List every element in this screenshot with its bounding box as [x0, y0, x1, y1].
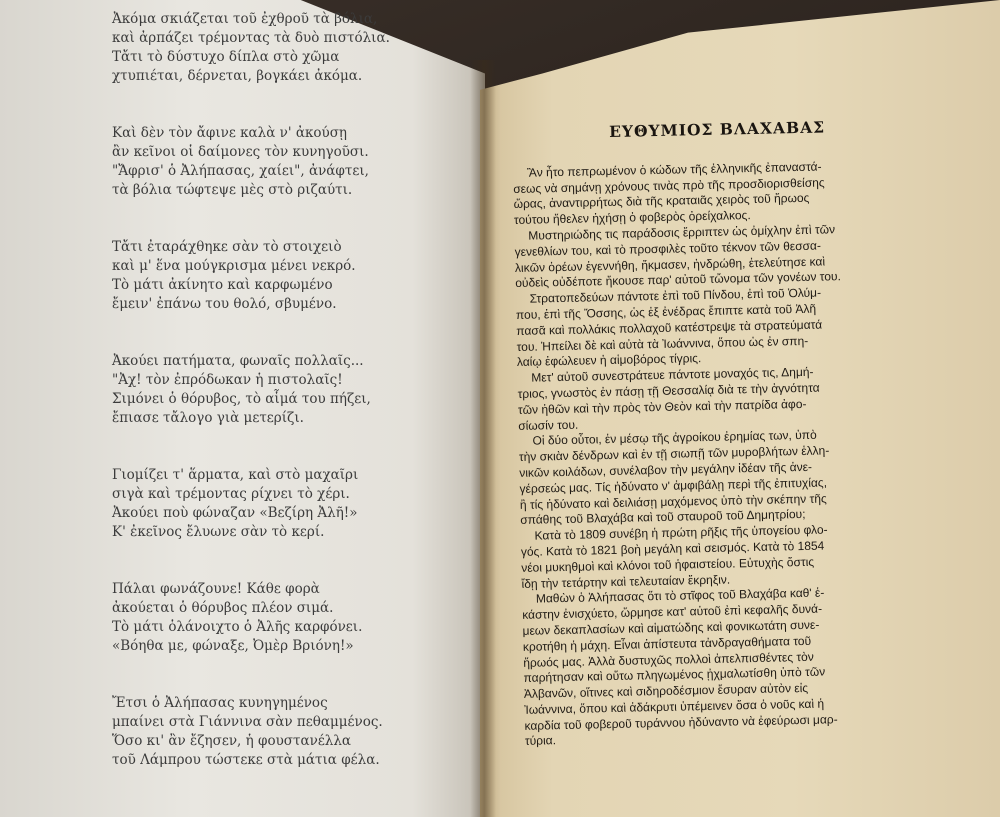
poem-verse: Πάλαι φωνάζουνε! Κάθε φορὰ: [112, 581, 320, 597]
poem-verse: σιγὰ καὶ τρέμοντας ρίχνει τὸ χέρι.: [112, 486, 350, 502]
prose-line: ἥρωός μας. Ἀλλὰ δυστυχῶς πολλοὶ ἀπελπισθέντες τὸν: [523, 649, 814, 670]
poem-verse: Κ' ἐκεῖνος ἔλυωνε σὰν τὸ κερί.: [112, 524, 325, 540]
poem-verse: Ἔτσι ὁ Ἀλήπασας κυνηγημένος: [112, 695, 328, 711]
poem-verse: Γιομίζει τ' ἅρματα, καὶ στὸ μαχαῖρι: [112, 467, 359, 483]
poem-verse: Ἀκούει ποὺ φώναζαν «Βεζίρη Ἀλῆ!»: [112, 505, 358, 521]
poem-verse: "Ἀχ! τὸν ἐπρόδωκαν ἡ πιστολαῖς!: [112, 372, 343, 388]
poem-verse: Καὶ δὲν τὸν ἄφινε καλὰ ν' ἀκούσῃ: [112, 125, 348, 141]
prose-line: ὥρας, ἀναντιρρήτως διὰ τῆς κραταιᾶς χειρὸς τοῦ ἥρωος: [513, 191, 810, 212]
poem-verse: Ὅσο κι' ἂν ἔζησεν, ἡ φουστανέλλα: [112, 733, 352, 749]
poem-verse: ἀκούεται ὁ θόρυβος πλέον σιμά.: [112, 600, 334, 616]
prose-line: τῶν ἠθῶν καὶ τὴν πρὸς τὸν Θεὸν καὶ τὴν πατρίδα ἀφο-: [517, 396, 807, 417]
prose-body: [513, 157, 935, 750]
poem-verse: Τὸ μάτι ὁλάνοιχτο ὁ Ἀλῆς καρφόνει.: [112, 619, 363, 635]
prose-line: τριος, γνωστὸς ἐν πάσῃ τῇ Θεσσαλίᾳ διὰ τε τὴν ἁγνότητα: [517, 380, 820, 401]
poem-stanza: [112, 352, 412, 428]
poem-verse: καὶ ἀρπάζει τρέμοντας τὰ δυὸ πιστόλια.: [112, 30, 390, 46]
poem-text: [112, 10, 412, 808]
poem-stanza: [112, 466, 412, 542]
poem-verse: τὰ βόλια τώφτεψε μὲς στὸ ριζαύτι.: [112, 182, 353, 198]
poem-verse: ἂν κεῖνοι οἱ δαίμονες τὸν κυνηγοῦσι.: [112, 144, 369, 160]
poem-verse: «Βόηθα με, φώναξε, Ὀμὲρ Βριόνη!»: [112, 638, 354, 654]
prose-line: σπάθης τοῦ Βλαχάβα καὶ τοῦ σταυροῦ τοῦ Δημητρίου;: [520, 507, 806, 528]
poem-verse: Τἄτι τὸ δύστυχο δίπλα στὸ χῶμα: [112, 49, 340, 65]
prose-line: καρδία τοῦ φοβεροῦ τυράννου ἠδύναντο νὰ ἐφεύρωσι μαρ-: [524, 711, 838, 733]
prose-line: Ἀλβανῶν, οἵτινες καὶ σιδηροδέσμιον ἔσυραν αὐτὸν εἰς: [523, 681, 809, 701]
poem-verse: τοῦ Λάμπρου τώστεκε στὰ μάτια φέλα.: [112, 752, 380, 768]
prose-line: σίωσίν του.: [518, 417, 579, 433]
prose-line: οὐδεὶς οὐδέποτε ἤκουσε παρ' αὐτοῦ τὤνομα τῶν γονέων του.: [515, 269, 841, 291]
prose-line: τούτου ἤθελεν ἠχήσῃ ὁ φοβερὸς ὀρείχαλκος.: [513, 208, 751, 228]
poem-stanza: [112, 694, 412, 770]
prose-line: Μυστηριώδης τις παράδοσις ἔρριπτεν ὡς ὀμίχλην ἐπὶ τῶν: [528, 222, 836, 243]
prose-line: τύρια.: [524, 733, 557, 749]
poem-verse: Ἀκούει πατήματα, φωναῖς πολλαῖς...: [112, 353, 364, 369]
poem-verse: Τὸ μάτι ἀκίνητο καὶ καρφωμένο: [112, 277, 333, 293]
prose-line: μεων δεκαπλασίων καὶ αἱματώδης καὶ φονικωτάτη συνε-: [522, 617, 820, 638]
prose-line: Μαθὼν ὁ Ἀλήπασας ὅτι τὸ στῖφος τοῦ Βλαχάβα καθ' ἑ-: [535, 585, 825, 606]
prose-line: παρήτησαν καὶ οὕτω πληγωμένος ᾐχμαλωτίσθη ὑπὸ τῶν: [523, 664, 826, 686]
prose-line: λικῶν ὀρέων ἐγεννήθη, ἤκμασεν, ἠνδρώθη, ἐτελεύτησε καὶ: [514, 254, 826, 275]
prose-line: ἴδῃ τὴν τετάρτην καὶ τελευταίαν ἔκρηξιν.: [521, 572, 731, 591]
poem-verse: μπαίνει στὰ Γιάννινα σὰν πεθαμμένος.: [112, 714, 383, 730]
prose-line: Ἂν ἦτο πεπρωμένον ὁ κώδων τῆς ἑλληνικῆς ἐπαναστά-: [526, 159, 822, 180]
prose-line: Κατὰ τὸ 1809 συνέβη ἡ πρώτη ρῆξις τῆς ὑπογείου φλο-: [534, 522, 828, 543]
prose-line: Μετ' αὐτοῦ συνεστράτευε πάντοτε μοναχός τις, Δημή-: [531, 364, 814, 385]
prose-line: τὴν σκιὰν δένδρων καὶ ἐν τῇ σιωπῇ τῶν μυροβλήτων ἑλλη-: [518, 443, 830, 465]
prose-line: νέοι μυκηθμοὶ καὶ κλόνοι τοῦ ἡφαιστείου. Εὐτυχὴς ὅστις: [521, 554, 815, 575]
prose-line: γός. Κατὰ τὸ 1821 βοὴ μεγάλη καὶ σεισμός. Κατὰ τὸ 1854: [520, 538, 825, 559]
prose-line: γέρσεώς μας. Τίς ἠδύνατο ν' ἀμφιβάλῃ περὶ τῆς ἐπιτυχίας,: [519, 475, 828, 496]
prose-line: λαίῳ ἐφώλευεν ἡ αἱμοβόρος τίγρις.: [516, 351, 702, 370]
prose-line: ἢ τίς ἠδύνατο καὶ δειλιάσῃ μαχόμενος ὑπὸ τὴν σκέπην τῆς: [519, 491, 827, 512]
prose-line: που, ἐπὶ τῆς Ὄσσης, ὡς ἐξ ἐνέδρας ἔπιπτε κατὰ τοῦ Ἀλῆ: [515, 301, 817, 322]
prose-line: κάστην ἐνισχύετο, ὥρμησε κατ' αὐτοῦ ἐπὶ κεφαλῆς δυνά-: [522, 601, 823, 623]
chapter-title: ΕΥΘΥΜΙΟΣ ΒΛΑΧΑΒΑΣ: [608, 117, 826, 141]
poem-stanza: [112, 10, 412, 86]
prose-line: κροτήθη ἡ μάχη. Εἶναι ἀπίστευτα τἀνδραγαθήματα τοῦ: [522, 633, 812, 654]
prose-line: Στρατοπεδεύων πάντοτε ἐπὶ τοῦ Πίνδου, ἐπὶ τοῦ Ὀλύμ-: [529, 285, 822, 306]
poem-stanza: [112, 124, 412, 200]
prose-text: [512, 117, 935, 750]
poem-verse: "Ἄφρισ' ὁ Ἀλήπασας, χαίει", ἀνάφτει,: [112, 163, 369, 179]
poem-verse: καὶ μ' ἕνα μούγκρισμα μένει νεκρό.: [112, 258, 356, 274]
poem-verse: ἔπιασε τἄλογο γιὰ μετερίζι.: [112, 410, 304, 426]
poem-stanza: [112, 580, 412, 656]
prose-line: γενεθλίων του, καὶ τὸ προσφιλὲς τοῦτο τέκνον τῶν θεσσα-: [514, 238, 822, 259]
book-gutter: [470, 60, 496, 817]
prose-line: του. Ἠπείλει δὲ καὶ αὐτὰ τὰ Ἰωάννινα, ὅπου ὡς ἐν σπη-: [516, 333, 809, 354]
prose-line: νικῶν κοιλάδων, συνέλαβον τὴν μεγάλην ἰδέαν τῆς ἀνε-: [519, 459, 813, 480]
prose-line: Ἰωάννινα, ὅπου καὶ ἀδάκρυτι ὑπέμεινεν ὅσα ὁ νοῦς καὶ ἡ: [524, 696, 825, 717]
poem-verse: ἔμειν' ἐπάνω του θολό, σβυμένο.: [112, 296, 337, 312]
poem-stanza: [112, 238, 412, 314]
poem-verse: Ἀκόμα σκιάζεται τοῦ ἐχθροῦ τὰ βόλια,: [112, 11, 378, 27]
prose-line: πασᾶ καὶ πολλάκις πολλαχοῦ κατέστρεψε τὰ στρατεύματά: [516, 317, 823, 338]
poem-verse: Σιμόνει ὁ θόρυβος, τὸ αἷμά του πήζει,: [112, 391, 371, 407]
prose-line: Οἱ δύο οὗτοι, ἐν μέσῳ τῆς ἀγροίκου ἐρημίας των, ὑπὸ: [532, 428, 817, 448]
poem-verse: χτυπιέται, δέρνεται, βογκάει ἀκόμα.: [112, 68, 363, 84]
prose-line: σεως νὰ σημάνῃ χρόνους τινὰς πρὸ τῆς προσδιορισθείσης: [513, 175, 825, 196]
poem-verse: Τἄτι ἐταράχθηκε σὰν τὸ στοιχειὸ: [112, 239, 342, 255]
